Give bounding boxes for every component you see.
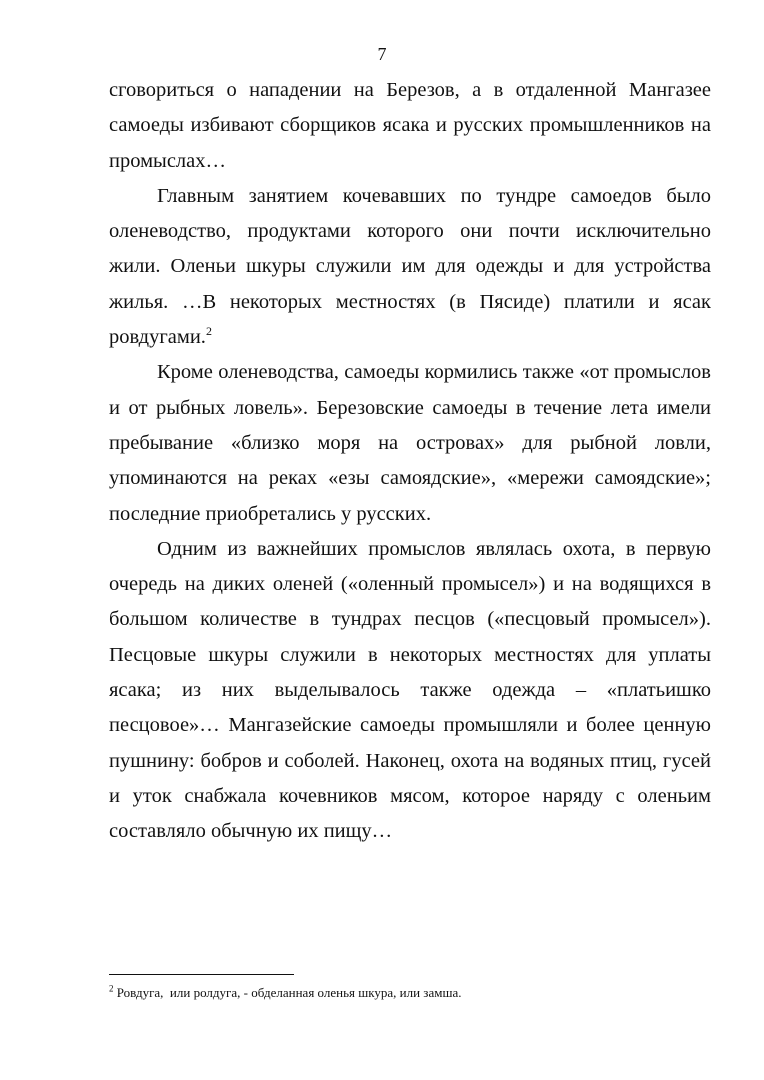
footnote bbox=[109, 985, 711, 1001]
paragraph-1 bbox=[109, 73, 711, 179]
footnote-text: Ровдуга, или ролдуга, - обделанная оленья шкура, или замша. bbox=[113, 985, 462, 1000]
paragraph-2 bbox=[109, 179, 711, 355]
paragraph-1-text: сговориться о нападении на Березов, а в отдаленной Мангазее самоеды избивают сборщиков ясака и русских промышленников на промыслах… bbox=[109, 79, 711, 172]
body-text bbox=[109, 73, 711, 850]
footnote-reference[interactable]: 2 bbox=[205, 324, 212, 339]
paragraph-2-text: Главным занятием кочевавших по тундре самоедов было оленеводство, продуктами которого они почти исключительно жили. Оленьи шкуры служили им для одежды и для устройства жилья. …В некоторых местностях (в Пясиде) платили и ясак ровдугами. bbox=[109, 184, 711, 349]
paragraph-3-text: Кроме оленеводства, самоеды кормились также «от промыслов и от рыбных ловель». Березовские самоеды в течение лета имели пребывание «близко моря на островах» для рыбной ловли, упоминаются на реках «езы самоядские», «мережи самоядские»; последние приобретались у русских. bbox=[109, 361, 711, 525]
paragraph-4-text: Одним из важнейших промыслов являлась охота, в первую очередь на диких оленей («оленный промысел») и на водящихся в большом количестве в тундрах песцов («песцовый промысел»). Песцовые шкуры служили в некоторых местностях для уплаты ясака; из них выделывалось также одежда – «платьишко песцовое»… Мангазейские самоеды промышляли и более ценную пушнину: бобров и соболей. Наконец, охота на водяных птиц, гусей и уток снабжала кочевников мясом, которое наряду с оленьим составляло обычную их пищу… bbox=[109, 537, 711, 843]
paragraph-3 bbox=[109, 355, 711, 531]
footnote-separator bbox=[109, 974, 294, 975]
paragraph-4 bbox=[109, 532, 711, 850]
page-number: 7 bbox=[377, 44, 387, 64]
footnote-number: 2 bbox=[109, 983, 114, 994]
